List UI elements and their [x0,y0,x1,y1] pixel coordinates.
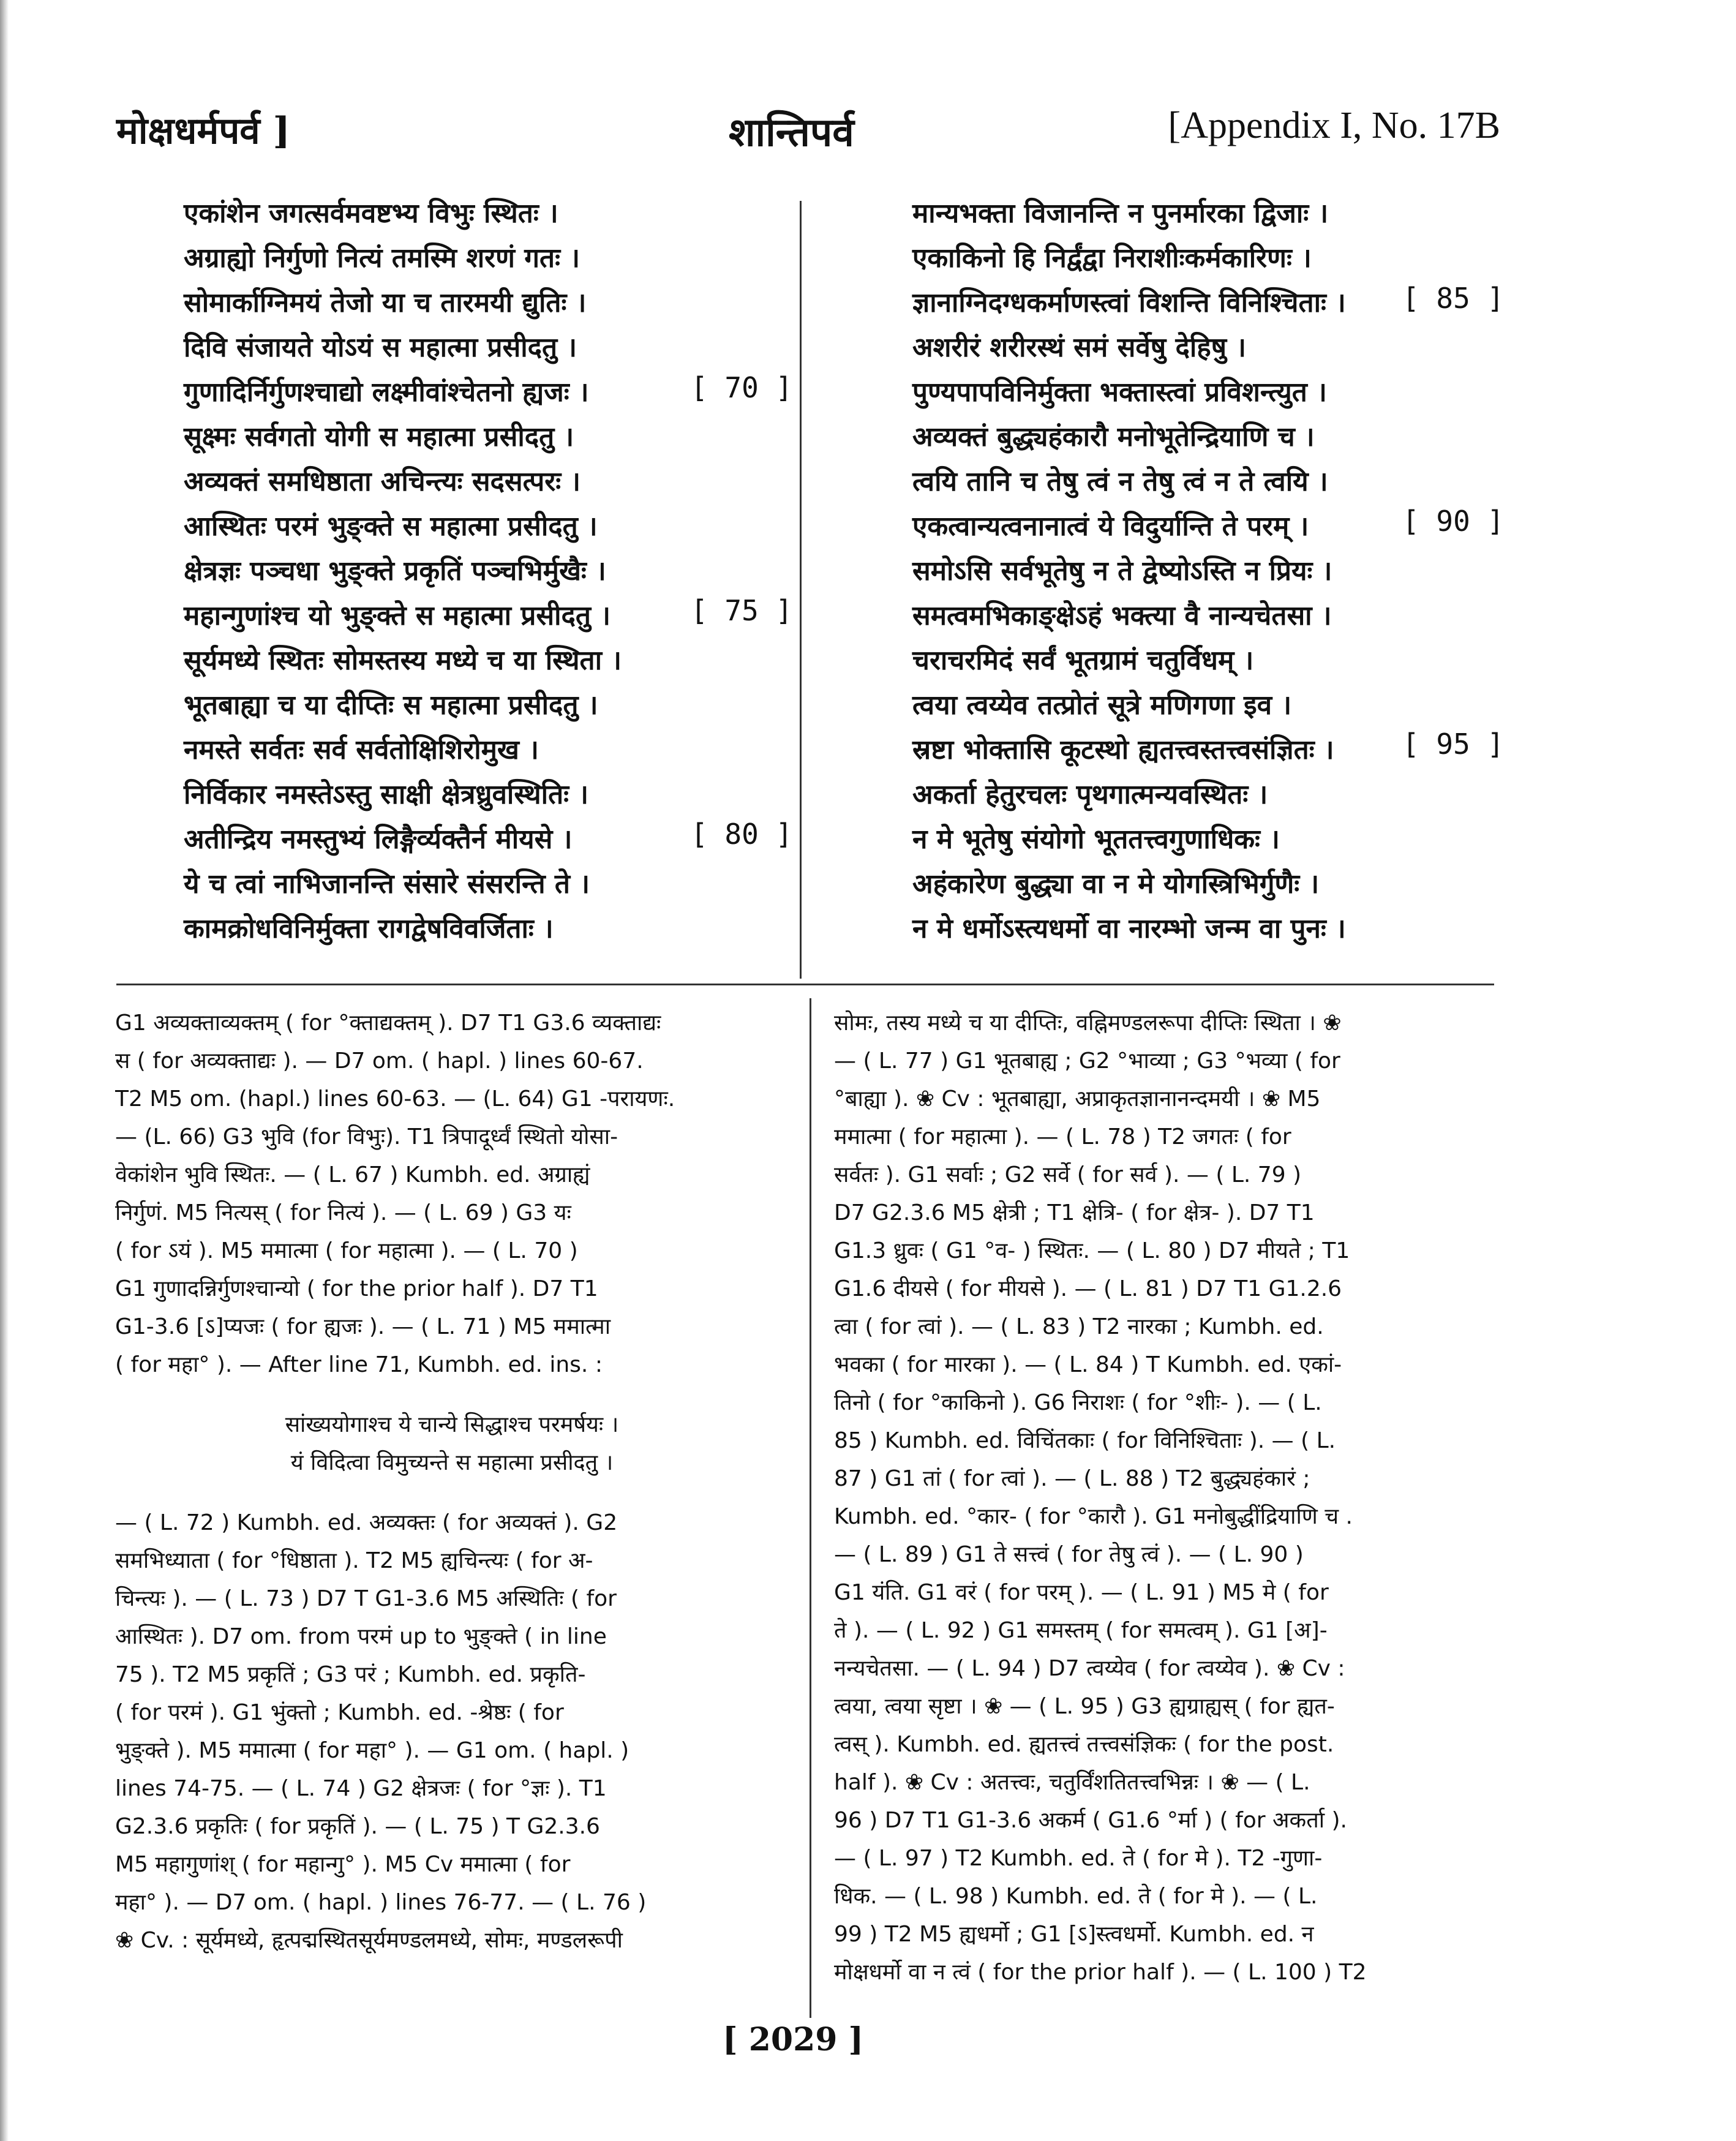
verse-line: समोऽसि सर्वभूतेषु न ते द्वेष्योऽस्ति न प्रियः । [912,555,1332,587]
verse-line: अव्यक्तं बुद्ध्यहंकारौ मनोभूतेन्द्रियाणि च । [912,421,1315,453]
apparatus-line: — ( L. 77 ) G1 भूतबाह्य ; G2 °भाव्या ; G3 °भव्या ( for [834,1048,1340,1074]
verse-line: अग्राह्यो निर्गुणो नित्यं तमस्मि शरणं गतः । [184,243,581,274]
verse-number-95: [ 95 ] [1402,728,1505,761]
apparatus-line: M5 महागुणांश् ( for महान्गु° ). M5 Cv ममात्मा ( for [115,1852,571,1877]
verse-number-70: [ 70 ] [691,371,793,404]
apparatus-line: 96 ) D7 T1 G1-3.6 अकर्म ( G1.6 °र्मा ) ( for अकर्ता ). [834,1808,1347,1833]
apparatus-line: त्वस् ). Kumbh. ed. ह्यतत्त्वं तत्त्वसंज्ञिकः ( for the post. [834,1732,1334,1757]
apparatus-line: निर्गुणं. M5 नित्यस् ( for नित्यं ). — ( L. 69 ) G3 यः [115,1200,571,1225]
apparatus-line: 85 ) Kumbh. ed. विचिंतकाः ( for विनिश्चिताः ). — ( L. [834,1428,1336,1453]
verse-line: गुणादिर्निर्गुणश्चाद्यो लक्ष्मीवांश्चेतनो ह्यजः । [184,377,589,408]
verse-number-85: [ 85 ] [1402,282,1505,315]
apparatus-line: G1 यंति. G1 वरं ( for परम् ). — ( L. 91 ) M5 मे ( for [834,1580,1329,1605]
apparatus-line: मोक्षधर्मो वा न त्वं ( for the prior half ). — ( L. 100 ) T2 [834,1960,1367,1985]
verse-line: आस्थितः परमं भुङ्क्ते स महात्मा प्रसीदतु । [184,511,598,542]
verse-line: सोमार्काग्निमयं तेजो या च तारमयी द्युतिः । [184,287,587,318]
verse-line: कामक्रोधविनिर्मुक्ता रागद्वेषविवर्जिताः । [184,913,554,944]
running-header-title: शान्तिपर्व [729,110,854,156]
verse-line: ये च त्वां नाभिजानन्ति संसारे संसरन्ति ते । [184,868,590,900]
apparatus-line: G1.3 ध्रुवः ( G1 °व- ) स्थितः. — ( L. 80 ) D7 मीयते ; T1 [834,1238,1350,1263]
page-number: [ 2029 ] [723,2021,864,2058]
verse-line: ज्ञानाग्निदग्धकर्माणस्त्वां विशन्ति विनिश्चिताः । [912,287,1346,318]
apparatus-line: ते ). — ( L. 92 ) G1 समस्तम् ( for समत्वम् ). G1 [अ]- [834,1618,1328,1643]
verse-line: सूक्ष्मः सर्वगतो योगी स महात्मा प्रसीदतु । [184,421,574,453]
verse-line: मान्यभक्ता विजानन्ति न पुनर्मारका द्विजाः । [912,198,1329,229]
verse-line: चराचरमिदं सर्वं भूतग्रामं चतुर्विधम् । [912,645,1254,676]
verse-line: न मे धर्मोऽस्त्यधर्मो वा नारम्भो जन्म वा पुनः । [912,913,1346,944]
spacer [115,1384,789,1406]
verse-line: त्वया त्वय्येव तत्प्रोतं सूत्रे मणिगणा इव । [912,690,1292,721]
apparatus-line: तिनो ( for °काकिनो ). G6 निराशः ( for °शीः- ). — ( L. [834,1390,1322,1415]
apparatus-line: — (L. 66) G3 भुवि (for विभुः). T1 त्रिपादूर्ध्वं स्थितो योसा- [115,1124,618,1150]
apparatus-line: ( for ऽयं ). M5 ममात्मा ( for महात्मा ). — ( L. 70 ) [115,1238,578,1263]
apparatus-line: त्वया, त्वया सृष्टा । ❀ — ( L. 95 ) G3 ह्यग्राह्यस् ( for ह्यत- [834,1694,1335,1719]
apparatus-line: 75 ). T2 M5 प्रकृतिं ; G3 परं ; Kumbh. ed. प्रकृति- [115,1662,586,1687]
inserted-verse-line: यं विदित्वा विमुच्यन्ते स महात्मा प्रसीदतु । [290,1450,614,1475]
apparatus-column-left [115,1004,789,1960]
apparatus-line: स ( for अव्यक्ताद्यः ). — D7 om. ( hapl. ) lines 60-67. [115,1048,644,1074]
apparatus-line: ❀ Cv. : सूर्यमध्ये, हृत्पद्मस्थितसूर्यमण्डलमध्ये, सोमः, मण्डलरूपी [115,1928,623,1953]
apparatus-line: ( for परमं ). G1 भुंक्तो ; Kumbh. ed. -श्रेष्ठः ( for [115,1700,564,1725]
verse-number-80: [ 80 ] [691,818,793,851]
spacer [115,1482,789,1504]
verse-line: त्वयि तानि च तेषु त्वं न तेषु त्वं न ते त्वयि । [912,466,1328,497]
apparatus-line: G1.6 दीयसे ( for मीयसे ). — ( L. 81 ) D7 T1 G1.2.6 [834,1276,1342,1301]
verse-line: समत्वमभिकाङ्क्षेऽहं भक्त्या वै नान्यचेतसा । [912,600,1332,631]
apparatus-line: — ( L. 72 ) Kumbh. ed. अव्यक्तः ( for अव्यक्तं ). G2 [115,1510,618,1535]
verse-line: एकाकिनो हि निर्द्वंद्वा निराशीःकर्मकारिणः । [912,243,1312,274]
verse-column-divider [800,201,802,979]
apparatus-line: सर्वतः ). G1 सर्वाः ; G2 सर्वे ( for सर्व ). — ( L. 79 ) [834,1162,1302,1187]
apparatus-line: ममात्मा ( for महात्मा ). — ( L. 78 ) T2 जगतः ( for [834,1124,1291,1150]
verse-line: नमस्ते सर्वतः सर्व सर्वतोक्षिशिरोमुख । [184,734,539,766]
apparatus-line: त्वा ( for त्वां ). — ( L. 83 ) T2 नारका ; Kumbh. ed. [834,1314,1324,1339]
verse-line: दिवि संजायते योऽयं स महात्मा प्रसीदतु । [184,332,577,363]
apparatus-line: lines 74-75. — ( L. 74 ) G2 क्षेत्रजः ( for °ज्ञः ). T1 [115,1776,607,1801]
apparatus-line: D7 G2.3.6 M5 क्षेत्री ; T1 क्षेत्रि- ( for क्षेत्र- ). D7 T1 [834,1200,1315,1225]
running-header-right: [Appendix I, No. 17B [1168,105,1500,146]
verse-line: अशरीरं शरीरस्थं समं सर्वेषु देहिषु । [912,332,1247,363]
verse-line: अव्यक्तं समधिष्ठाता अचिन्त्यः सदसत्परः । [184,466,581,497]
verse-line: क्षेत्रज्ञः पञ्चधा भुङ्क्ते प्रकृतिं पञ्चभिर्मुखैः । [184,555,606,587]
apparatus-line: महा° ). — D7 om. ( hapl. ) lines 76-77. — ( L. 76 ) [115,1890,647,1915]
apparatus-line: — ( L. 97 ) T2 Kumbh. ed. ते ( for मे ). T2 -गुणा- [834,1846,1323,1871]
verse-line: स्रष्टा भोक्तासि कूटस्थो ह्यतत्त्वस्तत्त्वसंज्ञितः । [912,734,1334,766]
verse-line: एकांशेन जगत्सर्वमवष्टभ्य विभुः स्थितः । [184,198,558,229]
verse-number-75: [ 75 ] [691,594,793,627]
apparatus-line: वेकांशेन भुवि स्थितः. — ( L. 67 ) Kumbh. ed. अग्राह्यं [115,1162,590,1187]
apparatus-line: Kumbh. ed. °कार- ( for °कारौ ). G1 मनोबुद्धींद्रियाणि च . [834,1504,1353,1529]
apparatus-line: भुङ्क्ते ). M5 ममात्मा ( for महा° ). — G1 om. ( hapl. ) [115,1738,629,1763]
apparatus-line: T2 M5 om. (hapl.) lines 60-63. — (L. 64) G1 -परायणः. [115,1086,675,1112]
apparatus-line: 87 ) G1 तां ( for त्वां ). — ( L. 88 ) T2 बुद्ध्यहंकारं ; [834,1466,1310,1491]
apparatus-line: 99 ) T2 M5 ह्यधर्मो ; G1 [ऽ]स्त्वधर्मो. Kumbh. ed. न [834,1922,1314,1947]
page-spine-shadow [0,0,9,2141]
apparatus-line: भवका ( for मारका ). — ( L. 84 ) T Kumbh. ed. एकां- [834,1352,1342,1377]
verse-line: सूर्यमध्ये स्थितः सोमस्तस्य मध्ये च या स्थिता । [184,645,622,676]
verse-line: अहंकारेण बुद्ध्या वा न मे योगस्त्रिभिर्गुणैः । [912,868,1320,900]
apparatus-line: G1 गुणादन्निर्गुणश्चान्यो ( for the prior half ). D7 T1 [115,1276,598,1301]
apparatus-line: — ( L. 89 ) G1 ते सत्त्वं ( for तेषु त्वं ). — ( L. 90 ) [834,1542,1304,1567]
apparatus-line: G2.3.6 प्रकृतिः ( for प्रकृतिं ). — ( L. 75 ) T G2.3.6 [115,1814,600,1839]
apparatus-line: आस्थितः ). D7 om. from परमं up to भुङ्क्ते ( in line [115,1624,607,1649]
verse-line: भूतबाह्या च या दीप्तिः स महात्मा प्रसीदतु । [184,690,598,721]
verse-line: पुण्यपापविनिर्मुक्ता भक्तास्त्वां प्रविशन्त्युत । [912,377,1327,408]
apparatus-line: नन्यचेतसा. — ( L. 94 ) D7 त्वय्येव ( for त्वय्येव ). ❀ Cv : [834,1656,1345,1681]
footnote-separator [116,984,1494,985]
verse-column-right [912,191,1346,951]
verse-line: एकत्वान्यत्वनानात्वं ये विदुर्यान्ति ते परम् । [912,511,1309,542]
verse-line: महान्गुणांश्च यो भुङ्क्ते स महात्मा प्रसीदतु । [184,600,611,631]
apparatus-line: सोमः, तस्य मध्ये च या दीप्तिः, वह्निमण्डलरूपा दीप्तिः स्थिता । ❀ [834,1010,1342,1036]
verse-line: निर्विकार नमस्तेऽस्तु साक्षी क्षेत्रध्रुवस्थितिः । [184,779,589,810]
apparatus-line: चिन्त्यः ). — ( L. 73 ) D7 T G1-3.6 M5 अस्थितिः ( for [115,1586,617,1611]
apparatus-line: half ). ❀ Cv : अतत्त्वः, चतुर्विंशतितत्त्वभिन्नः । ❀ — ( L. [834,1770,1310,1795]
verse-line: अतीन्द्रिय नमस्तुभ्यं लिङ्गैर्व्यक्तैर्न मीयसे । [184,824,573,855]
apparatus-line: ( for महा° ). — After line 71, Kumbh. ed. ins. : [115,1352,603,1377]
apparatus-column-divider [810,998,811,2018]
verse-column-left [184,191,622,951]
apparatus-column-right [834,1004,1508,1992]
verse-number-90: [ 90 ] [1402,505,1505,538]
verse-line: अकर्ता हेतुरचलः पृथगात्मन्यवस्थितः । [912,779,1268,810]
apparatus-line: समभिध्याता ( for °धिष्ठाता ). T2 M5 ह्यचिन्त्यः ( for अ- [115,1548,593,1573]
apparatus-line: °बाह्या ). ❀ Cv : भूतबाह्या, अप्राकृतज्ञानानन्दमयी । ❀ M5 [834,1086,1321,1112]
verse-line: न मे भूतेषु संयोगो भूततत्त्वगुणाधिकः । [912,824,1280,855]
apparatus-line: धिक. — ( L. 98 ) Kumbh. ed. ते ( for मे ). — ( L. [834,1884,1318,1909]
running-header-left: मोक्षधर्मपर्व ] [116,110,290,152]
apparatus-line: G1-3.6 [ऽ]प्यजः ( for ह्यजः ). — ( L. 71 ) M5 ममात्मा [115,1314,611,1339]
apparatus-line: G1 अव्यक्ताव्यक्तम् ( for °क्ताद्यक्तम् ). D7 T1 G3.6 व्यक्ताद्यः [115,1010,661,1036]
inserted-verse-line: सांख्ययोगाश्च ये चान्ये सिद्धाश्च परमर्षयः । [285,1412,619,1437]
